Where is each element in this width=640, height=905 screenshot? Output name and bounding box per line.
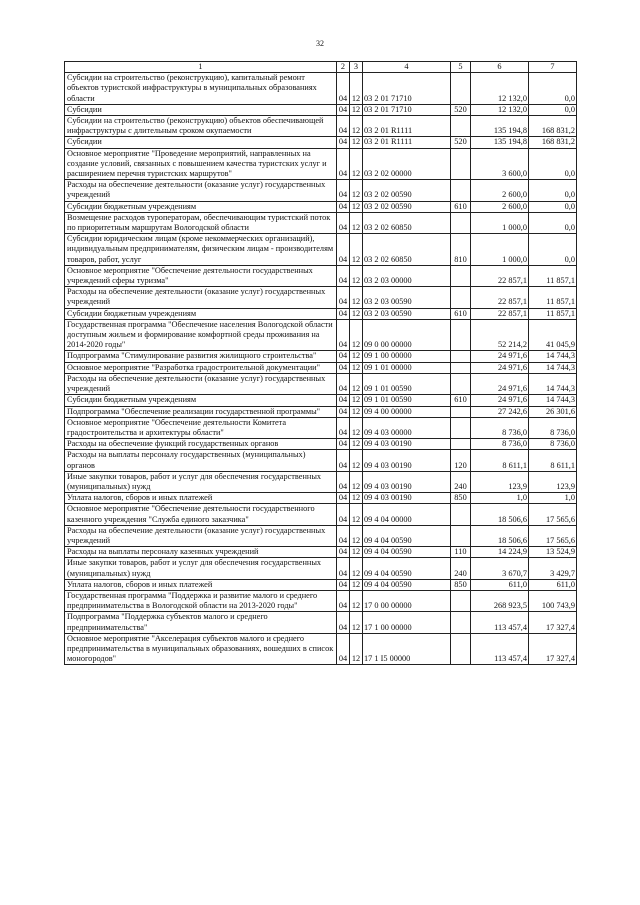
row-expense-type <box>451 180 471 201</box>
table-row <box>65 137 577 148</box>
row-amount-1: 1 000,0 <box>471 234 529 266</box>
table-row <box>65 287 577 308</box>
table-row <box>65 439 577 450</box>
row-subsection: 12 <box>350 148 363 180</box>
row-target-code: 17 0 00 00000 <box>363 590 451 611</box>
row-subsection: 12 <box>350 362 363 373</box>
row-amount-1: 8 611,1 <box>471 450 529 471</box>
table-row <box>65 148 577 180</box>
row-amount-1: 611,0 <box>471 579 529 590</box>
row-expense-type <box>451 148 471 180</box>
row-expense-type: 520 <box>451 137 471 148</box>
row-section: 04 <box>337 116 350 137</box>
row-subsection: 12 <box>350 265 363 286</box>
row-amount-1: 24 971,6 <box>471 395 529 406</box>
row-subsection: 12 <box>350 504 363 525</box>
row-section: 04 <box>337 234 350 266</box>
row-amount-2: 41 045,9 <box>529 319 577 351</box>
row-expense-type: 240 <box>451 471 471 492</box>
row-name: Расходы на обеспечение деятельности (оказание услуг) государственных учреждений <box>65 373 337 394</box>
row-expense-type: 610 <box>451 201 471 212</box>
row-amount-2: 13 524,9 <box>529 547 577 558</box>
row-amount-1: 27 242,6 <box>471 406 529 417</box>
row-expense-type: 610 <box>451 308 471 319</box>
row-amount-1: 22 857,1 <box>471 308 529 319</box>
row-subsection: 12 <box>350 104 363 115</box>
row-name: Субсидии <box>65 137 337 148</box>
row-amount-2: 1,0 <box>529 493 577 504</box>
table-row <box>65 633 577 665</box>
row-amount-2: 123,9 <box>529 471 577 492</box>
row-amount-2: 14 744,3 <box>529 362 577 373</box>
row-target-code: 09 4 03 00190 <box>363 450 451 471</box>
row-section: 04 <box>337 148 350 180</box>
row-target-code: 03 2 03 00000 <box>363 265 451 286</box>
row-subsection: 12 <box>350 308 363 319</box>
row-subsection: 12 <box>350 319 363 351</box>
row-subsection: 12 <box>350 439 363 450</box>
budget-table <box>64 61 577 665</box>
row-amount-2: 11 857,1 <box>529 287 577 308</box>
row-target-code: 17 1 00 00000 <box>363 612 451 633</box>
table-body <box>65 62 577 665</box>
row-subsection: 12 <box>350 612 363 633</box>
row-expense-type <box>451 633 471 665</box>
row-section: 04 <box>337 579 350 590</box>
row-section: 04 <box>337 73 350 105</box>
row-target-code: 03 2 01 71710 <box>363 104 451 115</box>
row-expense-type <box>451 287 471 308</box>
row-subsection: 12 <box>350 373 363 394</box>
row-section: 04 <box>337 265 350 286</box>
table-row <box>65 201 577 212</box>
row-section: 04 <box>337 633 350 665</box>
page-number: 32 <box>316 39 324 48</box>
table-row <box>65 104 577 115</box>
row-amount-1: 135 194,8 <box>471 137 529 148</box>
table-row <box>65 406 577 417</box>
row-name: Основное мероприятие "Акселерация субъектов малого и среднего предпринимательства в муниципальных образованиях, вошедших в список моногородов" <box>65 633 337 665</box>
row-target-code: 03 2 02 00000 <box>363 148 451 180</box>
row-name: Подпрограмма "Стимулирование развития жилищного строительства" <box>65 351 337 362</box>
table-row <box>65 73 577 105</box>
row-expense-type: 850 <box>451 493 471 504</box>
header-col-3: 3 <box>350 62 363 73</box>
row-amount-1: 18 506,6 <box>471 525 529 546</box>
row-amount-2: 17 327,4 <box>529 612 577 633</box>
row-section: 04 <box>337 493 350 504</box>
row-target-code: 09 4 03 00190 <box>363 493 451 504</box>
row-section: 04 <box>337 417 350 438</box>
row-subsection: 12 <box>350 116 363 137</box>
row-amount-1: 22 857,1 <box>471 287 529 308</box>
row-section: 04 <box>337 201 350 212</box>
row-amount-1: 12 132,0 <box>471 73 529 105</box>
row-name: Основное мероприятие "Разработка градостроительной документации" <box>65 362 337 373</box>
row-name: Основное мероприятие "Обеспечение деятельности государственного казенного учреждения "Служба единого заказчика" <box>65 504 337 525</box>
row-section: 04 <box>337 395 350 406</box>
row-expense-type <box>451 504 471 525</box>
row-amount-2: 0,0 <box>529 148 577 180</box>
table-row <box>65 180 577 201</box>
row-subsection: 12 <box>350 234 363 266</box>
table-row <box>65 351 577 362</box>
table-row <box>65 362 577 373</box>
row-amount-2: 14 744,3 <box>529 351 577 362</box>
row-amount-1: 1 000,0 <box>471 212 529 233</box>
row-subsection: 12 <box>350 471 363 492</box>
row-name: Государственная программа "Поддержка и развитие малого и среднего предпринимательства в Вологодской области на 2013-2020 годы" <box>65 590 337 611</box>
row-section: 04 <box>337 439 350 450</box>
row-section: 04 <box>337 471 350 492</box>
row-expense-type: 520 <box>451 104 471 115</box>
row-subsection: 12 <box>350 493 363 504</box>
row-name: Расходы на выплаты персоналу государственных (муниципальных) органов <box>65 450 337 471</box>
row-target-code: 03 2 02 60850 <box>363 234 451 266</box>
row-subsection: 12 <box>350 73 363 105</box>
row-subsection: 12 <box>350 450 363 471</box>
row-amount-2: 168 831,2 <box>529 116 577 137</box>
row-section: 04 <box>337 319 350 351</box>
row-amount-1: 18 506,6 <box>471 504 529 525</box>
row-amount-2: 0,0 <box>529 212 577 233</box>
row-amount-2: 0,0 <box>529 201 577 212</box>
row-target-code: 09 4 00 00000 <box>363 406 451 417</box>
row-amount-2: 17 327,4 <box>529 633 577 665</box>
row-name: Подпрограмма "Обеспечение реализации государственной программы" <box>65 406 337 417</box>
row-subsection: 12 <box>350 212 363 233</box>
row-section: 04 <box>337 558 350 579</box>
row-name: Возмещение расходов туроператорам, обеспечивающим туристский поток по приоритетным маршрутам Вологодской области <box>65 212 337 233</box>
table-row <box>65 504 577 525</box>
row-amount-1: 22 857,1 <box>471 265 529 286</box>
row-target-code: 09 4 04 00000 <box>363 504 451 525</box>
row-subsection: 12 <box>350 406 363 417</box>
table-row <box>65 612 577 633</box>
row-target-code: 17 1 I5 00000 <box>363 633 451 665</box>
row-amount-1: 113 457,4 <box>471 633 529 665</box>
row-amount-2: 0,0 <box>529 234 577 266</box>
row-section: 04 <box>337 362 350 373</box>
row-section: 04 <box>337 504 350 525</box>
row-name: Основное мероприятие "Проведение мероприятий, направленных на создание условий, связанных с повышением качества туристских услуг и расширением перечня туристских маршрутов" <box>65 148 337 180</box>
row-subsection: 12 <box>350 590 363 611</box>
table-row <box>65 590 577 611</box>
row-amount-1: 24 971,6 <box>471 373 529 394</box>
row-target-code: 03 2 03 00590 <box>363 287 451 308</box>
table-row <box>65 417 577 438</box>
row-amount-2: 17 565,6 <box>529 525 577 546</box>
table-header-row <box>65 62 577 73</box>
row-amount-1: 8 736,0 <box>471 439 529 450</box>
table-row <box>65 579 577 590</box>
row-subsection: 12 <box>350 547 363 558</box>
row-amount-2: 8 611,1 <box>529 450 577 471</box>
row-target-code: 09 1 01 00000 <box>363 362 451 373</box>
row-name: Расходы на выплаты персоналу казенных учреждений <box>65 547 337 558</box>
row-subsection: 12 <box>350 633 363 665</box>
row-expense-type <box>451 73 471 105</box>
row-amount-2: 26 301,6 <box>529 406 577 417</box>
row-expense-type <box>451 212 471 233</box>
row-expense-type: 110 <box>451 547 471 558</box>
row-expense-type <box>451 319 471 351</box>
table-row <box>65 547 577 558</box>
row-name: Иные закупки товаров, работ и услуг для обеспечения государственных (муниципальных) нужд <box>65 558 337 579</box>
row-expense-type <box>451 265 471 286</box>
row-section: 04 <box>337 104 350 115</box>
row-subsection: 12 <box>350 351 363 362</box>
row-name: Расходы на обеспечение деятельности (оказание услуг) государственных учреждений <box>65 180 337 201</box>
row-target-code: 03 2 02 00590 <box>363 180 451 201</box>
table-row <box>65 471 577 492</box>
row-subsection: 12 <box>350 395 363 406</box>
row-amount-2: 168 831,2 <box>529 137 577 148</box>
row-target-code: 09 4 04 00590 <box>363 558 451 579</box>
row-section: 04 <box>337 612 350 633</box>
row-target-code: 09 0 00 00000 <box>363 319 451 351</box>
row-amount-1: 14 224,9 <box>471 547 529 558</box>
row-expense-type: 240 <box>451 558 471 579</box>
row-amount-1: 2 600,0 <box>471 180 529 201</box>
table-row <box>65 395 577 406</box>
row-section: 04 <box>337 590 350 611</box>
row-subsection: 12 <box>350 558 363 579</box>
row-expense-type <box>451 373 471 394</box>
row-amount-2: 100 743,9 <box>529 590 577 611</box>
row-amount-2: 14 744,3 <box>529 395 577 406</box>
row-name: Основное мероприятие "Обеспечение деятельности государственных учреждений сферы туризма" <box>65 265 337 286</box>
row-subsection: 12 <box>350 201 363 212</box>
table-row <box>65 373 577 394</box>
table-row <box>65 525 577 546</box>
row-expense-type: 850 <box>451 579 471 590</box>
row-amount-2: 3 429,7 <box>529 558 577 579</box>
row-expense-type <box>451 590 471 611</box>
row-section: 04 <box>337 406 350 417</box>
table-row <box>65 212 577 233</box>
row-amount-1: 135 194,8 <box>471 116 529 137</box>
row-amount-1: 268 923,5 <box>471 590 529 611</box>
row-section: 04 <box>337 450 350 471</box>
row-expense-type <box>451 362 471 373</box>
row-section: 04 <box>337 137 350 148</box>
table-row <box>65 319 577 351</box>
row-subsection: 12 <box>350 525 363 546</box>
row-name: Уплата налогов, сборов и иных платежей <box>65 579 337 590</box>
row-section: 04 <box>337 287 350 308</box>
row-expense-type: 120 <box>451 450 471 471</box>
row-expense-type <box>451 417 471 438</box>
row-name: Иные закупки товаров, работ и услуг для обеспечения государственных (муниципальных) нужд <box>65 471 337 492</box>
row-target-code: 09 4 03 00000 <box>363 417 451 438</box>
table-row <box>65 265 577 286</box>
table-row <box>65 493 577 504</box>
row-target-code: 03 2 01 R1111 <box>363 116 451 137</box>
table-row <box>65 450 577 471</box>
row-amount-2: 8 736,0 <box>529 439 577 450</box>
row-amount-1: 123,9 <box>471 471 529 492</box>
table-row <box>65 234 577 266</box>
row-subsection: 12 <box>350 137 363 148</box>
row-amount-1: 3 600,0 <box>471 148 529 180</box>
row-section: 04 <box>337 180 350 201</box>
row-amount-1: 113 457,4 <box>471 612 529 633</box>
row-section: 04 <box>337 212 350 233</box>
row-subsection: 12 <box>350 287 363 308</box>
row-expense-type <box>451 525 471 546</box>
row-target-code: 09 4 03 00190 <box>363 439 451 450</box>
row-section: 04 <box>337 373 350 394</box>
row-subsection: 12 <box>350 180 363 201</box>
row-amount-1: 12 132,0 <box>471 104 529 115</box>
row-amount-1: 52 214,2 <box>471 319 529 351</box>
row-target-code: 09 4 03 00190 <box>363 471 451 492</box>
row-expense-type: 810 <box>451 234 471 266</box>
row-target-code: 09 1 01 00590 <box>363 373 451 394</box>
row-name: Государственная программа "Обеспечение населения Вологодской области доступным жильем и формирование комфортной среды проживания на 2014-2020 годы" <box>65 319 337 351</box>
row-target-code: 03 2 03 00590 <box>363 308 451 319</box>
row-expense-type <box>451 351 471 362</box>
row-name: Расходы на обеспечение деятельности (оказание услуг) государственных учреждений <box>65 525 337 546</box>
row-amount-1: 24 971,6 <box>471 351 529 362</box>
row-amount-2: 11 857,1 <box>529 265 577 286</box>
header-col-7: 7 <box>529 62 577 73</box>
row-section: 04 <box>337 547 350 558</box>
row-target-code: 03 2 01 71710 <box>363 73 451 105</box>
row-expense-type <box>451 406 471 417</box>
row-amount-2: 17 565,6 <box>529 504 577 525</box>
row-amount-1: 8 736,0 <box>471 417 529 438</box>
row-target-code: 03 2 01 R1111 <box>363 137 451 148</box>
row-subsection: 12 <box>350 579 363 590</box>
row-name: Субсидии бюджетным учреждениям <box>65 308 337 319</box>
row-amount-2: 0,0 <box>529 180 577 201</box>
row-name: Расходы на обеспечение функций государственных органов <box>65 439 337 450</box>
row-name: Субсидии бюджетным учреждениям <box>65 201 337 212</box>
row-subsection: 12 <box>350 417 363 438</box>
row-section: 04 <box>337 351 350 362</box>
row-expense-type <box>451 612 471 633</box>
row-amount-2: 0,0 <box>529 73 577 105</box>
row-amount-2: 11 857,1 <box>529 308 577 319</box>
row-expense-type <box>451 116 471 137</box>
row-name: Расходы на обеспечение деятельности (оказание услуг) государственных учреждений <box>65 287 337 308</box>
table-row <box>65 116 577 137</box>
table-row <box>65 558 577 579</box>
row-target-code: 03 2 02 60850 <box>363 212 451 233</box>
row-amount-2: 14 744,3 <box>529 373 577 394</box>
row-section: 04 <box>337 525 350 546</box>
row-amount-2: 8 736,0 <box>529 417 577 438</box>
row-name: Подпрограмма "Поддержка субъектов малого и среднего предпринимательства" <box>65 612 337 633</box>
row-section: 04 <box>337 308 350 319</box>
row-name: Субсидии юридическим лицам (кроме некоммерческих организаций), индивидуальным предпринимателям, физическим лицам - производителям товаров, работ, услуг <box>65 234 337 266</box>
row-target-code: 09 1 00 00000 <box>363 351 451 362</box>
row-target-code: 09 4 04 00590 <box>363 525 451 546</box>
row-amount-2: 611,0 <box>529 579 577 590</box>
row-target-code: 09 1 01 00590 <box>363 395 451 406</box>
row-expense-type <box>451 439 471 450</box>
row-name: Субсидии на строительство (реконструкцию) объектов обеспечивающей инфраструктуры с длительным сроком окупаемости <box>65 116 337 137</box>
table-row <box>65 308 577 319</box>
row-expense-type: 610 <box>451 395 471 406</box>
row-amount-1: 3 670,7 <box>471 558 529 579</box>
header-col-6: 6 <box>471 62 529 73</box>
row-name: Субсидии на строительство (реконструкцию), капитальный ремонт объектов туристской инфраструктуры в муниципальных образованиях области <box>65 73 337 105</box>
header-col-2: 2 <box>337 62 350 73</box>
row-amount-2: 0,0 <box>529 104 577 115</box>
row-name: Уплата налогов, сборов и иных платежей <box>65 493 337 504</box>
row-amount-1: 1,0 <box>471 493 529 504</box>
row-amount-1: 24 971,6 <box>471 362 529 373</box>
row-target-code: 09 4 04 00590 <box>363 547 451 558</box>
header-col-4: 4 <box>363 62 451 73</box>
row-name: Основное мероприятие "Обеспечение деятельности Комитета градостроительства и архитектуры области" <box>65 417 337 438</box>
row-target-code: 09 4 04 00590 <box>363 579 451 590</box>
row-target-code: 03 2 02 00590 <box>363 201 451 212</box>
header-col-5: 5 <box>451 62 471 73</box>
header-col-1: 1 <box>65 62 337 73</box>
row-amount-1: 2 600,0 <box>471 201 529 212</box>
row-name: Субсидии бюджетным учреждениям <box>65 395 337 406</box>
row-name: Субсидии <box>65 104 337 115</box>
